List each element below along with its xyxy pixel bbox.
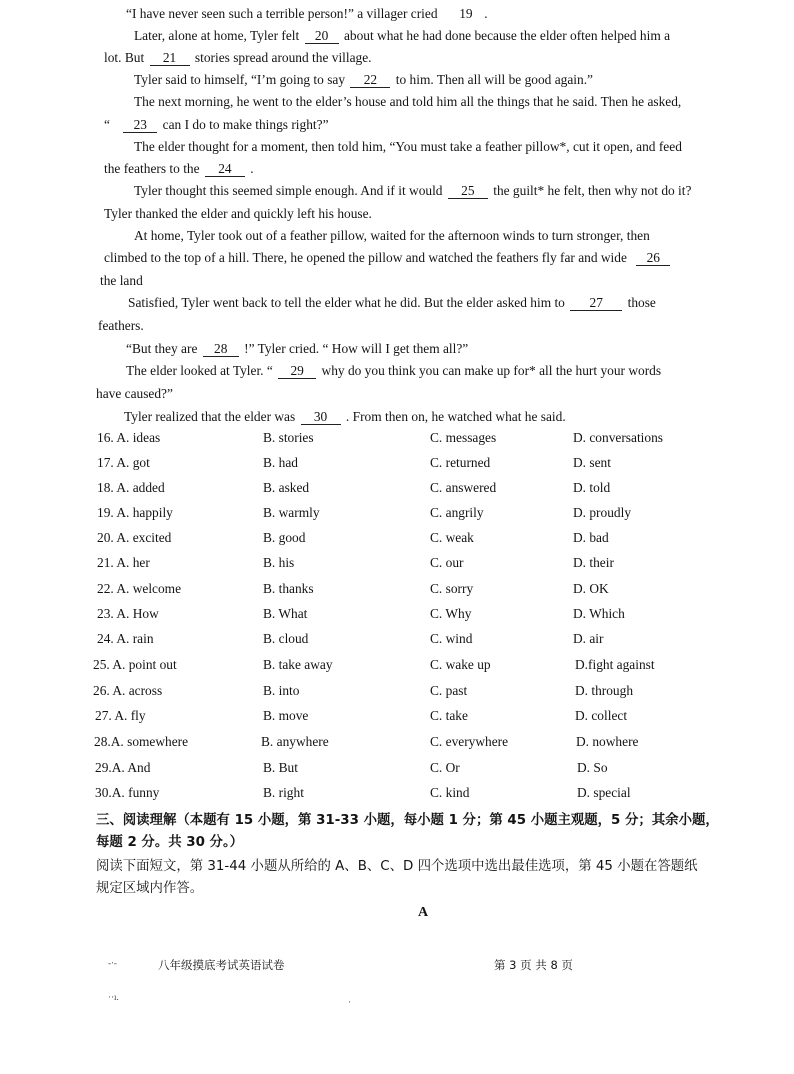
blank-20: 20 xyxy=(305,29,339,44)
section-3-instructions: 阅读下面短文，第 31-44 小题从所给的 A、B、C、D 四个选项中选出最佳选项，第 45 小题在答题纸 xyxy=(96,859,698,874)
option-b: B. anywhere xyxy=(261,734,329,749)
option-b: B. cloud xyxy=(263,631,309,646)
option-d: D. collect xyxy=(575,708,628,723)
blank-19: 19 xyxy=(459,6,473,21)
option-b: B. But xyxy=(263,760,298,775)
scan-speck: ··ı. xyxy=(108,992,119,1002)
blank-25: 25 xyxy=(448,184,488,199)
footer-page-number: 第 3 页 共 8 页 xyxy=(494,958,573,972)
blank-26: 26 xyxy=(636,251,670,266)
option-d: D. So xyxy=(577,760,608,775)
option-d: D. nowhere xyxy=(576,734,639,749)
option-d: D. air xyxy=(573,631,604,646)
option-a: 24. A. rain xyxy=(97,631,154,646)
option-a: 26. A. across xyxy=(93,683,163,698)
passage-line-14: Satisfied, Tyler went back to tell the elder what he did. But the elder asked him to 27 those xyxy=(128,295,656,310)
option-d: D.fight against xyxy=(575,657,655,672)
option-a: 21. A. her xyxy=(97,555,150,570)
option-c: C. Why xyxy=(430,606,472,621)
option-d: D. proudly xyxy=(573,505,632,520)
option-b: B. move xyxy=(263,708,309,723)
scan-speck: · xyxy=(348,997,351,1007)
passage-line-16: “But they are 28 !” Tyler cried. “ How will I get them all?” xyxy=(126,341,469,356)
option-a: 25. A. point out xyxy=(93,657,177,672)
option-c: C. wind xyxy=(430,631,473,646)
blank-27: 27 xyxy=(570,296,622,311)
passage-line-12: climbed to the top of a hill. There, he opened the pillow and watched the feathers fly far and wide 26 xyxy=(104,249,672,266)
option-d: D. sent xyxy=(573,455,611,470)
option-a: 18. A. added xyxy=(97,480,165,495)
scan-speck: -‧- xyxy=(108,958,117,968)
passage-line-4: Tyler said to himself, “I’m going to say 22 to him. Then all will be good again.” xyxy=(134,72,593,87)
footer-exam-name: 八年级摸底考试英语试卷 xyxy=(158,958,285,972)
option-b: B. What xyxy=(263,606,308,621)
passage-line-10: Tyler thanked the elder and quickly left his house. xyxy=(104,206,372,221)
passage-line-2: Later, alone at home, Tyler felt 20 about what he had done because the elder often helped him a xyxy=(134,28,671,43)
option-d: D. bad xyxy=(573,530,609,545)
option-c: C. messages xyxy=(430,430,497,445)
passage-line-7: The elder thought for a moment, then told him, “You must take a feather pillow*, cut it open, and feed xyxy=(134,139,682,154)
option-d: D. Which xyxy=(573,606,625,621)
passage-line-15: feathers. xyxy=(98,318,144,333)
option-a: 22. A. welcome xyxy=(97,581,182,596)
option-a: 19. A. happily xyxy=(97,505,173,520)
option-c: C. take xyxy=(430,708,468,723)
option-b: B. stories xyxy=(263,430,314,445)
passage-line-1: “I have never seen such a terrible person!” a villager cried 19 . xyxy=(126,6,488,21)
option-d: D. conversations xyxy=(573,430,663,445)
section-3-title-cont: 每题 2 分。共 30 分。） xyxy=(96,835,244,850)
option-a: 30.A. funny xyxy=(95,785,160,800)
passage-line-18: have caused?” xyxy=(96,386,173,401)
option-a: 28.A. somewhere xyxy=(94,734,189,749)
option-a: 29.A. And xyxy=(95,760,151,775)
blank-21: 21 xyxy=(150,51,190,66)
passage-line-5: The next morning, he went to the elder’s house and told him all the things that he said. Then he asked, xyxy=(134,94,682,109)
option-c: C. wake up xyxy=(430,657,491,672)
option-b: B. good xyxy=(263,530,306,545)
option-c: C. weak xyxy=(430,530,474,545)
option-d: D. their xyxy=(573,555,614,570)
option-c: C. returned xyxy=(430,455,491,470)
passage-line-6: “ 23 can I do to make things right?” xyxy=(104,117,329,132)
option-b: B. right xyxy=(263,785,304,800)
option-a: 17. A. got xyxy=(97,455,150,470)
passage-line-13: the land xyxy=(100,273,143,288)
option-d: D. through xyxy=(575,683,634,698)
option-c: C. everywhere xyxy=(430,734,509,749)
option-b: B. take away xyxy=(263,657,333,672)
passage-line-11: At home, Tyler took out of a feather pillow, waited for the afternoon winds to turn stronger, then xyxy=(134,228,650,243)
option-b: B. into xyxy=(263,683,300,698)
blank-29: 29 xyxy=(278,364,316,379)
option-b: B. had xyxy=(263,455,298,470)
passage-line-19: Tyler realized that the elder was 30 . From then on, he watched what he said. xyxy=(124,409,566,424)
option-b: B. warmly xyxy=(263,505,320,520)
blank-30: 30 xyxy=(301,410,341,425)
passage-line-9: Tyler thought this seemed simple enough. And if it would 25 the guilt* he felt, then why not do it? xyxy=(134,183,692,198)
option-c: C. answered xyxy=(430,480,497,495)
option-d: D. told xyxy=(573,480,611,495)
option-b: B. his xyxy=(263,555,295,570)
blank-23: 23 xyxy=(123,118,157,133)
option-a: 20. A. excited xyxy=(97,530,172,545)
option-a: 27. A. fly xyxy=(95,708,146,723)
option-c: C. Or xyxy=(430,760,460,775)
option-c: C. sorry xyxy=(430,581,474,596)
option-b: B. thanks xyxy=(263,581,314,596)
passage-line-3: lot. But 21 stories spread around the village. xyxy=(104,50,372,65)
option-a: 23. A. How xyxy=(97,606,159,621)
option-a: 16. A. ideas xyxy=(97,430,161,445)
passage-line-8: the feathers to the 24 . xyxy=(104,161,254,176)
option-d: D. special xyxy=(577,785,631,800)
option-c: C. our xyxy=(430,555,464,570)
option-b: B. asked xyxy=(263,480,310,495)
passage-a-label: A xyxy=(418,905,429,920)
section-3-title: 三、阅读理解（本题有 15 小题，第 31-33 小题，每小题 1 分；第 45 小题主观题，5 分；其余小题， xyxy=(96,813,719,828)
blank-24: 24 xyxy=(205,162,245,177)
option-c: C. kind xyxy=(430,785,470,800)
section-3-instructions-cont: 规定区域内作答。 xyxy=(96,881,204,896)
blank-28: 28 xyxy=(203,342,239,357)
option-c: C. past xyxy=(430,683,468,698)
blank-22: 22 xyxy=(350,73,390,88)
passage-line-17: The elder looked at Tyler. “ 29 why do you think you can make up for* all the hurt your words xyxy=(126,363,662,378)
option-d: D. OK xyxy=(573,581,609,596)
option-c: C. angrily xyxy=(430,505,484,520)
